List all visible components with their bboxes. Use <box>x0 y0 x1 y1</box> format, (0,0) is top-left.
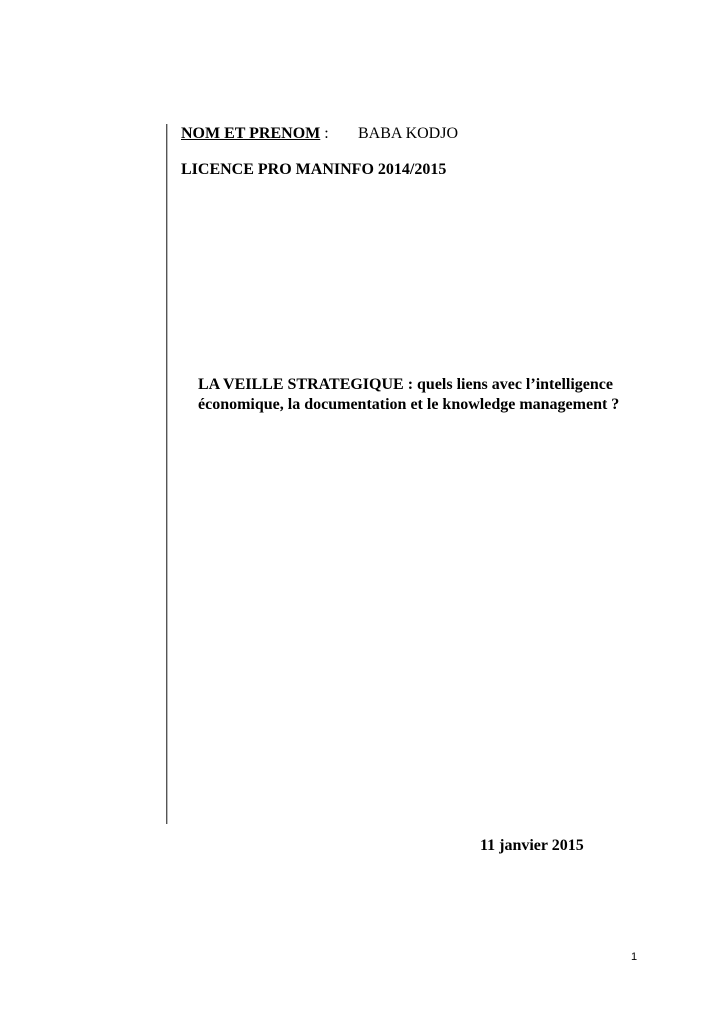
document-date: 11 janvier 2015 <box>480 837 584 854</box>
name-separator: : <box>320 125 329 142</box>
margin-rule-shadow <box>167 124 168 824</box>
licence-line: LICENCE PRO MANINFO 2014/2015 <box>181 161 447 178</box>
page-number: 1 <box>631 951 638 963</box>
name-label: NOM ET PRENOM <box>181 125 321 142</box>
document-title <box>198 375 638 415</box>
title-line-1: LA VEILLE STRATEGIQUE : quels liens avec l’intelligence <box>198 376 614 393</box>
name-line <box>181 124 459 144</box>
name-value: BABA KODJO <box>358 125 459 142</box>
title-line-2: économique, la documentation et le knowledge management ? <box>198 396 620 413</box>
